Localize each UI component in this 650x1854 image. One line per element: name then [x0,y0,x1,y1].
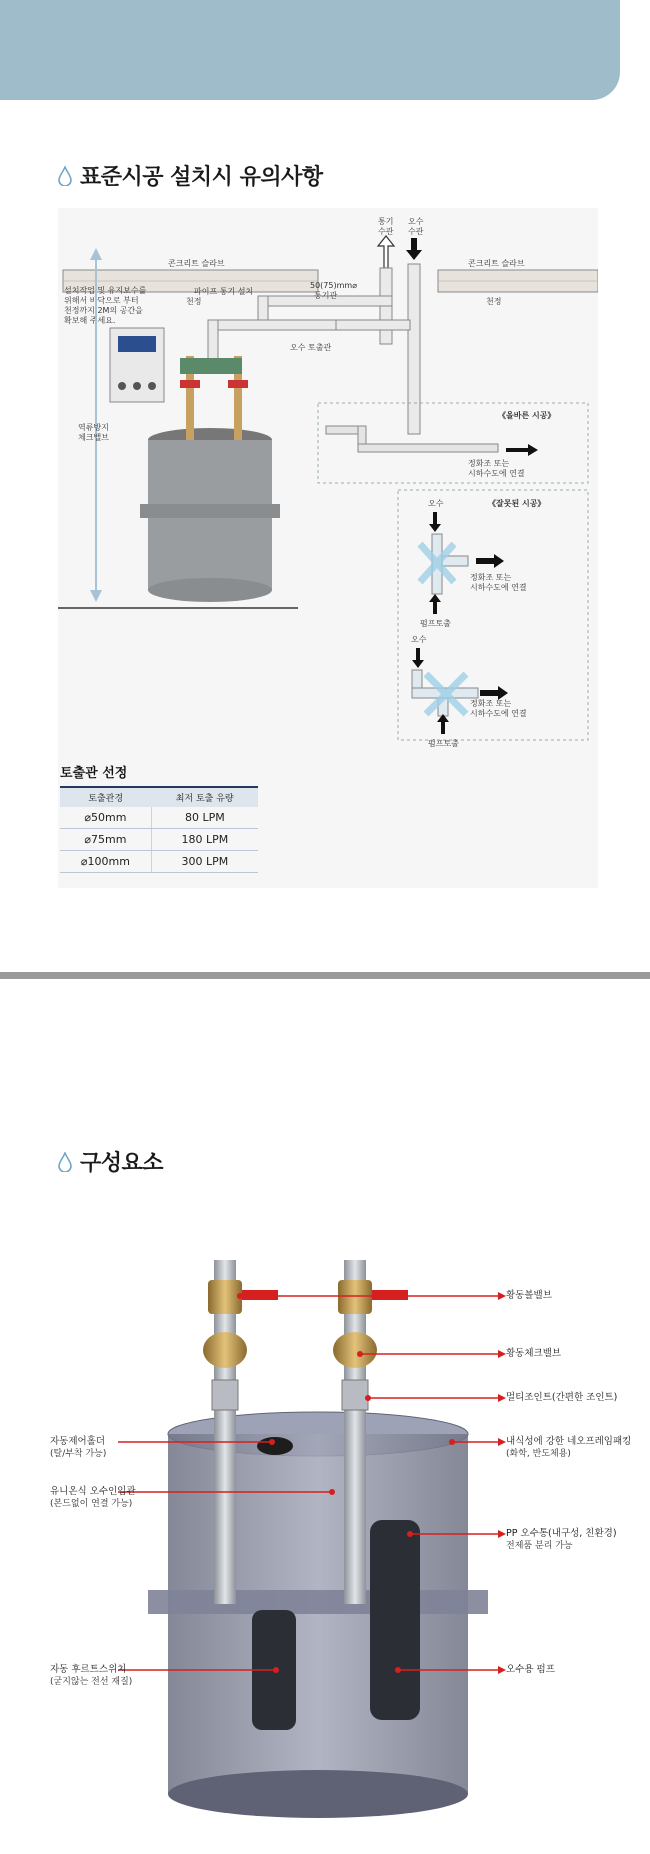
callout-label: 유니온식 오수인입관 [50,1486,136,1497]
callout-float-switch [50,1663,132,1689]
callout-label: PP 오수통(내구성, 친환경) [506,1528,617,1539]
correct-note-2: 시하수도에 연결 [468,469,525,478]
water-drop-icon [58,1152,72,1172]
table-row [60,851,258,873]
vent-up-arrow-icon [378,236,394,268]
wrong-note-1b: 시하수도에 연결 [470,583,527,592]
correct-title: 《올바른 시공》 [498,411,556,420]
vent-label-1: 통기 [378,217,394,226]
wrong-inlet-1: 오수 [428,499,444,508]
callout-neoprene-packing [506,1435,631,1461]
callout-pp-tank [506,1527,617,1553]
section-title-text: 표준시공 설치시 유의사항 [80,165,323,190]
table-row [60,807,258,829]
vent-size-label-2: 통기관 [314,291,338,300]
sewage-down-arrow-icon [406,238,422,260]
callout-sub: (본드없이 연결 가능) [50,1499,133,1509]
section-title-text: 구성요소 [80,1151,164,1176]
callout-sub: (굳지않는 전선 재질) [50,1677,133,1687]
top-banner [0,0,620,100]
component-photo [0,1220,650,1850]
sewage-label-2: 수관 [408,227,424,236]
correct-note-1: 정화조 또는 [468,459,510,468]
callout-sub: (탈/부착 가능) [50,1449,107,1459]
table-row [60,829,258,851]
callout-label: 황동볼밸브 [506,1290,552,1301]
callout-union-inlet [50,1485,136,1511]
maintenance-note-3: 천정까지 2M의 공간을 [64,306,143,315]
ceiling-right-label: 천정 [486,297,502,306]
callout-brass-check-valve [506,1347,561,1360]
callout-sub: (화학, 반도체용) [506,1449,571,1459]
wrong-note-1a: 정화조 또는 [470,573,512,582]
table-cell-diameter: ⌀75mm [60,829,151,851]
wrong-note-2a: 정화조 또는 [470,699,512,708]
slab-left-label: 콘크리트 슬라브 [168,259,225,268]
table-cell-flow: 300 LPM [151,851,258,873]
callout-label: 황동체크밸브 [506,1348,562,1359]
maintenance-note-2: 위해서 바닥으로 부터 [64,296,139,305]
check-valve-label-1: 역류방지 [78,423,109,432]
table-header-flow: 최저 토출 유량 [151,787,258,807]
ceiling-left-label: 천정 [186,297,202,306]
callout-auto-control-holder [50,1435,106,1461]
callout-brass-ball-valve [506,1289,552,1302]
section-title-components [58,1146,163,1177]
section-divider [0,972,650,979]
water-drop-icon [58,166,72,186]
maintenance-note-1: 설치작업 및 유지보수를 [64,286,147,295]
table-cell-flow: 180 LPM [151,829,258,851]
vent-label-2: 수관 [378,227,394,236]
callout-label: 자동 후르트스위치 [50,1664,127,1675]
callout-label: 멀티조인트(간편한 조인트) [506,1392,618,1403]
pipe-vent-label: 파이프 통기 설치 [194,287,254,296]
discharge-pipe-label: 오수 토출관 [290,343,332,352]
wrong-pump-2: 펌프토출 [428,739,459,748]
section-title-installation [58,160,323,191]
callout-sewage-pump [506,1663,555,1676]
wrong-note-2b: 시하수도에 연결 [470,709,527,718]
discharge-table-title: 토출관 선정 [60,766,128,781]
table-cell-flow: 80 LPM [151,807,258,829]
callout-label: 자동제어홀더 [50,1436,106,1447]
wrong-pump-1: 펌프토출 [420,619,451,628]
vent-size-label-1: 50(75)mm⌀ [310,281,358,290]
table-cell-diameter: ⌀100mm [60,851,151,873]
maintenance-note-4: 확보해 주세요. [64,316,116,325]
wrong-inlet-2: 오수 [411,635,427,644]
table-cell-diameter: ⌀50mm [60,807,151,829]
callout-multi-joint [506,1391,617,1404]
slab-right-label: 콘크리트 슬라브 [468,259,525,268]
callout-label: 내식성에 강한 네오프레임패킹 [506,1436,632,1447]
table-header-diameter: 토출관경 [60,787,151,807]
sewage-label-1: 오수 [408,217,424,226]
callout-sub: 전제품 분리 가능 [506,1541,573,1551]
wrong-title: 《잘못된 시공》 [488,499,546,508]
discharge-table [60,786,258,873]
callout-label: 오수용 펌프 [506,1664,555,1675]
check-valve-label-2: 체크밸브 [78,433,109,442]
